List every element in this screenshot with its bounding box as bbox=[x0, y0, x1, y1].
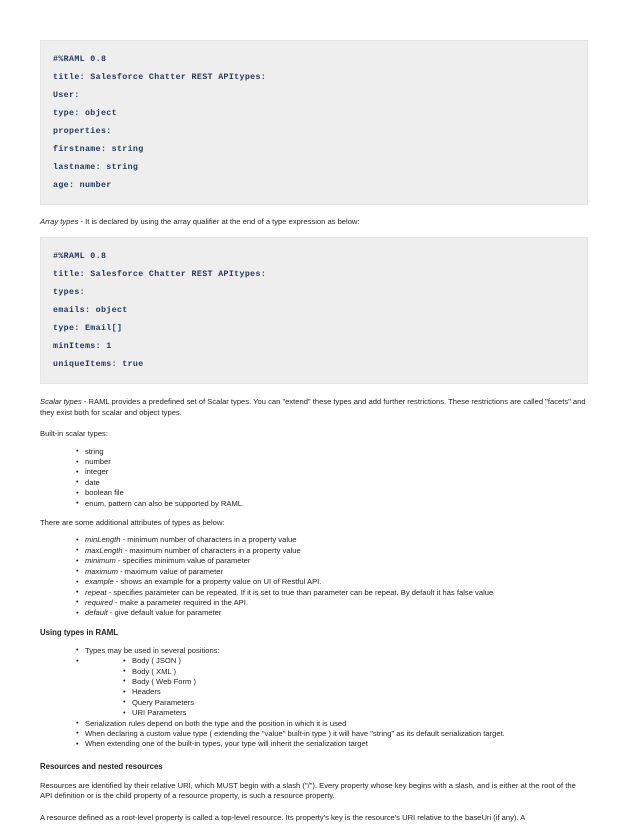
list-item bbox=[76, 556, 588, 566]
resources-paragraph-2: A resource defined as a root-level property is called a top-level resource. Its property's key is the resource's URI relative to the baseUri (if any). A bbox=[40, 812, 526, 822]
list-item: • boolean file bbox=[76, 488, 588, 498]
code-block-raml-object-type bbox=[40, 40, 588, 205]
attribute-name: minimum bbox=[85, 556, 116, 566]
attribute-name: default bbox=[85, 608, 108, 618]
builtin-scalar-types-intro: Built-in scalar types: bbox=[40, 429, 108, 439]
code-line: title: Salesforce Chatter REST APItypes: bbox=[53, 270, 267, 280]
using-types-list bbox=[40, 646, 588, 750]
list-item: • string bbox=[76, 447, 588, 457]
additional-attributes-intro: There are some additional attributes of types as below: bbox=[40, 518, 225, 528]
code-line: minItems: 1 bbox=[53, 342, 112, 352]
using-types-heading: Using types in RAML bbox=[40, 627, 118, 637]
scalar-types-description: - RAML provides a predefined set of Scalar types. You can "extend" these types and add further restrictions. These restrictions are called "facets" and they exist both for scalar and object types. bbox=[40, 397, 586, 417]
code-line: emails: object bbox=[53, 306, 128, 316]
list-item: • Types may be used in several positions: bbox=[76, 646, 588, 656]
resources-paragraph-1: Resources are identified by their relative URI, which MUST begin with a slash ("/"). Every property whose key begins with a slash, and is either at the root of the API definition or is the child property of a resource property, is such a resource property. bbox=[40, 780, 576, 801]
attribute-text: - make a parameter required in the API. bbox=[112, 597, 248, 607]
attribute-text: - maximum value of parameter bbox=[117, 566, 224, 576]
list-item: • URI Parameters bbox=[123, 708, 588, 718]
array-types-description: - It is declared by using the array qualifier at the end of a type expression as below: bbox=[78, 217, 360, 226]
code-line: #%RAML 0.8 bbox=[53, 55, 107, 64]
code-line: properties: bbox=[53, 127, 112, 136]
attribute-name: example bbox=[85, 577, 114, 587]
code-line: uniqueItems: true bbox=[53, 360, 144, 370]
additional-attributes-list bbox=[40, 535, 588, 618]
code-line: User: bbox=[53, 91, 80, 100]
attribute-text: - maximum number of characters in a property value bbox=[122, 545, 301, 555]
list-item: • Body ( Web Form ) bbox=[123, 677, 588, 687]
code-line: title: Salesforce Chatter REST APItypes: bbox=[53, 73, 267, 82]
list-item bbox=[76, 598, 588, 608]
resources-heading: Resources and nested resources bbox=[40, 761, 163, 771]
nested-list-container bbox=[76, 656, 588, 718]
scalar-types-paragraph bbox=[40, 397, 588, 418]
array-types-term: Array types bbox=[40, 217, 79, 226]
list-item bbox=[76, 608, 588, 618]
list-item: • Query Parameters bbox=[123, 698, 588, 708]
code-line: #%RAML 0.8 bbox=[53, 252, 107, 262]
list-item: • Body ( XML ) bbox=[123, 667, 588, 677]
attribute-text: - shows an example for a property value on UI of Restful API. bbox=[113, 577, 322, 587]
code-line: types: bbox=[53, 288, 85, 298]
list-item: • integer bbox=[76, 467, 588, 477]
attribute-name: minLength bbox=[85, 535, 121, 545]
code-line: age: number bbox=[53, 181, 112, 190]
list-item: • number bbox=[76, 457, 588, 467]
builtin-scalar-types-list bbox=[40, 447, 588, 509]
code-block-raml-array-type bbox=[40, 237, 588, 384]
scalar-types-term: Scalar types bbox=[40, 397, 82, 407]
list-item bbox=[76, 567, 588, 577]
code-line: lastname: string bbox=[53, 163, 139, 172]
list-item: • enum, pattern can also be supported by RAML. bbox=[76, 499, 588, 509]
list-item: • When declaring a custom value type ( extending the "value" built-in type ) it will have "string" as its default serialization target. bbox=[76, 729, 588, 739]
attribute-text: - give default value for parameter bbox=[107, 608, 222, 618]
attribute-name: repeat bbox=[85, 587, 107, 597]
list-item bbox=[76, 588, 588, 598]
list-item: • When extending one of the built-in types, your type will inherit the serialization target bbox=[76, 739, 588, 749]
list-item: • • Body ( JSON ) bbox=[123, 656, 588, 666]
code-line: type: object bbox=[53, 109, 117, 118]
list-item bbox=[76, 577, 588, 587]
list-item bbox=[76, 535, 588, 545]
list-item bbox=[76, 546, 588, 556]
attribute-text: - minimum number of characters in a property value bbox=[120, 535, 297, 545]
list-item: • Headers bbox=[123, 687, 588, 697]
list-item: • Serialization rules depend on both the type and the position in which it is used bbox=[76, 719, 588, 729]
attribute-text: - specifies minimum value of parameter bbox=[115, 556, 251, 566]
attribute-name: maximum bbox=[85, 566, 118, 576]
attribute-text: - specifies parameter can be repeated. If it is set to true than parameter can be repeat. By default it has false value bbox=[106, 587, 494, 597]
code-line: firstname: string bbox=[53, 145, 144, 154]
code-line: type: Email[] bbox=[53, 324, 123, 334]
type-positions-list bbox=[85, 656, 588, 718]
attribute-name: maxLength bbox=[85, 545, 123, 555]
attribute-name: required bbox=[85, 597, 113, 607]
list-item: • date bbox=[76, 478, 588, 488]
array-types-paragraph bbox=[40, 217, 588, 227]
